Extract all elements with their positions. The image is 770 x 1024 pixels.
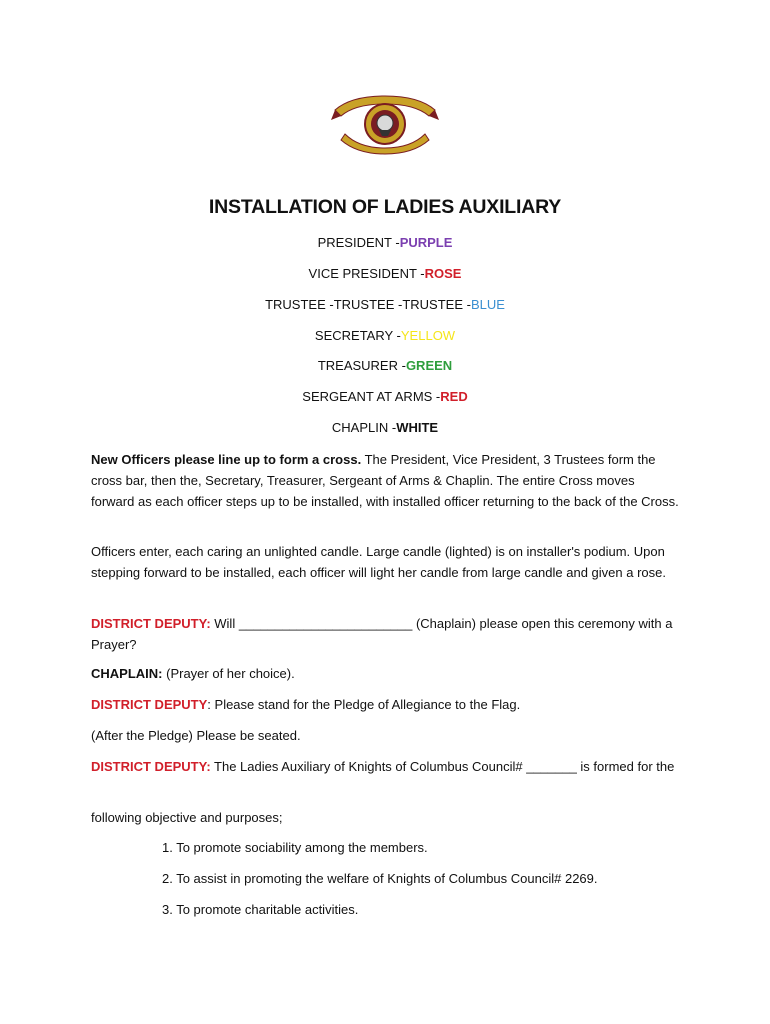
officer-color: RED [440,389,468,404]
paragraph-text: The President, Vice President, 3 Trustees form the cross bar, then the, Secretary, Treasurer, Sergeant of Arms & Chaplin. The entire Cross moves forward as each officer steps up to be installed, with installed officer returning to the back of the Cross. [91,452,679,509]
officer-role: TRUSTEE -TRUSTEE -TRUSTEE - [265,297,471,312]
paragraph-auxiliary-formed [91,756,681,777]
paragraph-be-seated: (After the Pledge) Please be seated. [91,728,301,743]
paragraph-cross-formation [91,449,681,512]
officer-line-sergeant-at-arms [0,389,770,404]
officer-color: WHITE [396,420,439,435]
officer-color: YELLOW [400,328,456,343]
speaker-label: CHAPLAIN: [91,666,163,681]
officer-role: CHAPLIN - [331,420,397,435]
officer-line-secretary [0,328,770,343]
officer-role: VICE PRESIDENT - [308,266,425,281]
officer-line-vice-president [0,266,770,281]
page-title: INSTALLATION OF LADIES AUXILIARY [208,196,562,218]
paragraph-candles: Officers enter, each caring an unlighted candle. Large candle (lighted) is on installer's podium. Upon stepping forward to be installed, each officer will light her candle from large candle and given a rose. [91,544,666,580]
officer-line-trustees [0,297,770,312]
officer-role: TREASURER - [317,358,406,373]
speaker-label: DISTRICT DEPUTY: [91,616,211,631]
officer-color: BLUE [470,297,505,312]
paragraph-text: : Please stand for the Pledge of Allegiance to the Flag. [207,697,521,712]
speaker-label: DISTRICT DEPUTY: [91,759,211,774]
officer-line-president [0,235,770,250]
officer-color: PURPLE [399,235,453,250]
paragraph-text: Will ________________________ (Chaplain) please open this ceremony with a Prayer? [91,616,673,652]
officer-color: GREEN [405,358,453,373]
list-item: 1. To promote sociability among the members. [162,840,428,855]
paragraph-text: The Ladies Auxiliary of Knights of Columbus Council# _______ is formed for the [210,759,675,774]
officer-role: SERGEANT AT ARMS - [302,389,441,404]
officer-line-chaplin [0,420,770,435]
paragraph-text: (Prayer of her choice). [162,666,295,681]
paragraph-lead: New Officers please line up to form a cross. [91,452,362,467]
officer-role: PRESIDENT - [317,235,400,250]
paragraph-objectives-intro: following objective and purposes; [91,810,283,825]
knights-of-columbus-emblem-icon [331,90,439,156]
officer-role: SECRETARY - [314,328,401,343]
speaker-label: DISTRICT DEPUTY [91,697,208,712]
officer-line-treasurer [0,358,770,373]
paragraph-open-prayer [91,613,681,655]
officer-color: ROSE [424,266,462,281]
list-item: 2. To assist in promoting the welfare of Knights of Columbus Council# 2269. [162,871,598,886]
paragraph-chaplain-prayer [91,663,681,684]
list-item: 3. To promote charitable activities. [162,902,359,917]
paragraph-pledge [91,694,681,715]
